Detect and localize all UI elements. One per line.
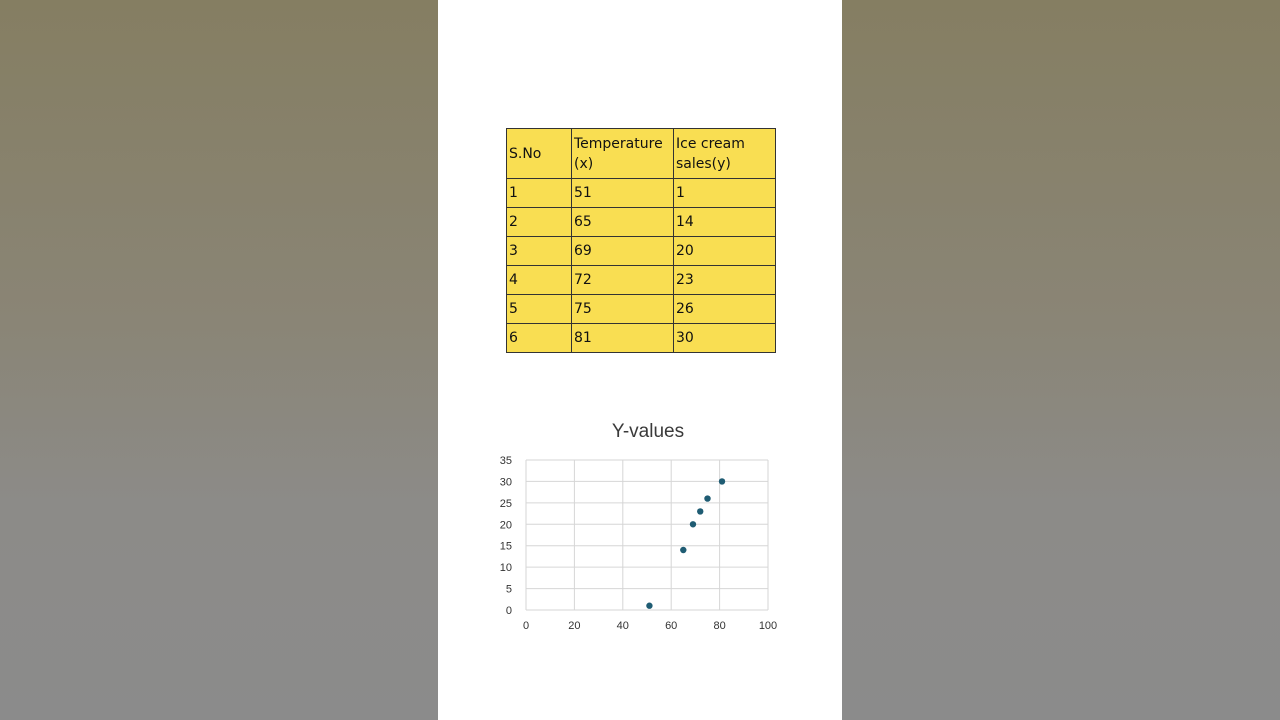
data-point [646, 603, 652, 609]
table-row [507, 266, 776, 295]
header-sales [674, 129, 776, 179]
table-row [507, 237, 776, 266]
content-page [438, 0, 842, 720]
x-tick-label: 80 [713, 620, 726, 632]
data-table [506, 128, 776, 353]
y-tick-label: 15 [499, 540, 512, 553]
data-point [690, 521, 696, 527]
table-row [507, 208, 776, 237]
cell-sales: 26 [674, 295, 776, 324]
cell-sales: 30 [674, 324, 776, 353]
scatter-chart [488, 448, 788, 638]
header-temperature [572, 129, 674, 179]
y-tick-label: 0 [505, 605, 512, 617]
x-tick-label: 100 [758, 620, 778, 632]
cell-temperature: 72 [572, 266, 674, 295]
cell-sno: 5 [507, 295, 572, 324]
cell-sno: 6 [507, 324, 572, 353]
background-right [842, 0, 1280, 720]
cell-sales: 20 [674, 237, 776, 266]
cell-temperature: 65 [572, 208, 674, 237]
cell-sales: 14 [674, 208, 776, 237]
data-point [697, 508, 703, 514]
x-tick-label: 0 [522, 620, 530, 632]
cell-sales: 1 [674, 179, 776, 208]
y-tick-label: 30 [499, 476, 512, 489]
cell-sales: 23 [674, 266, 776, 295]
table-row [507, 179, 776, 208]
table-row [507, 295, 776, 324]
cell-temperature: 81 [572, 324, 674, 353]
header-sales-label: Ice cream sales(y) [676, 135, 745, 172]
cell-sno: 4 [507, 266, 572, 295]
chart-title: Y-values [611, 421, 685, 442]
data-point [704, 495, 710, 501]
y-tick-label: 10 [499, 562, 512, 575]
x-tick-label: 40 [616, 620, 629, 632]
background-left [0, 0, 438, 720]
cell-temperature: 69 [572, 237, 674, 266]
cell-sno: 1 [507, 179, 572, 208]
table-header-row [507, 129, 776, 179]
cell-sno: 2 [507, 208, 572, 237]
x-tick-label: 20 [568, 620, 581, 632]
y-tick-label: 20 [499, 519, 512, 532]
data-point [719, 478, 725, 484]
y-tick-label: 25 [499, 497, 512, 510]
x-tick-label: 60 [665, 620, 678, 632]
cell-temperature: 75 [572, 295, 674, 324]
header-temperature-label: Temperature (x) [574, 135, 663, 172]
cell-temperature: 51 [572, 179, 674, 208]
cell-sno: 3 [507, 237, 572, 266]
table-row [507, 324, 776, 353]
y-tick-label: 35 [499, 455, 512, 467]
header-sno: S.No [507, 129, 572, 179]
y-tick-label: 5 [505, 583, 512, 596]
data-point [680, 547, 686, 553]
